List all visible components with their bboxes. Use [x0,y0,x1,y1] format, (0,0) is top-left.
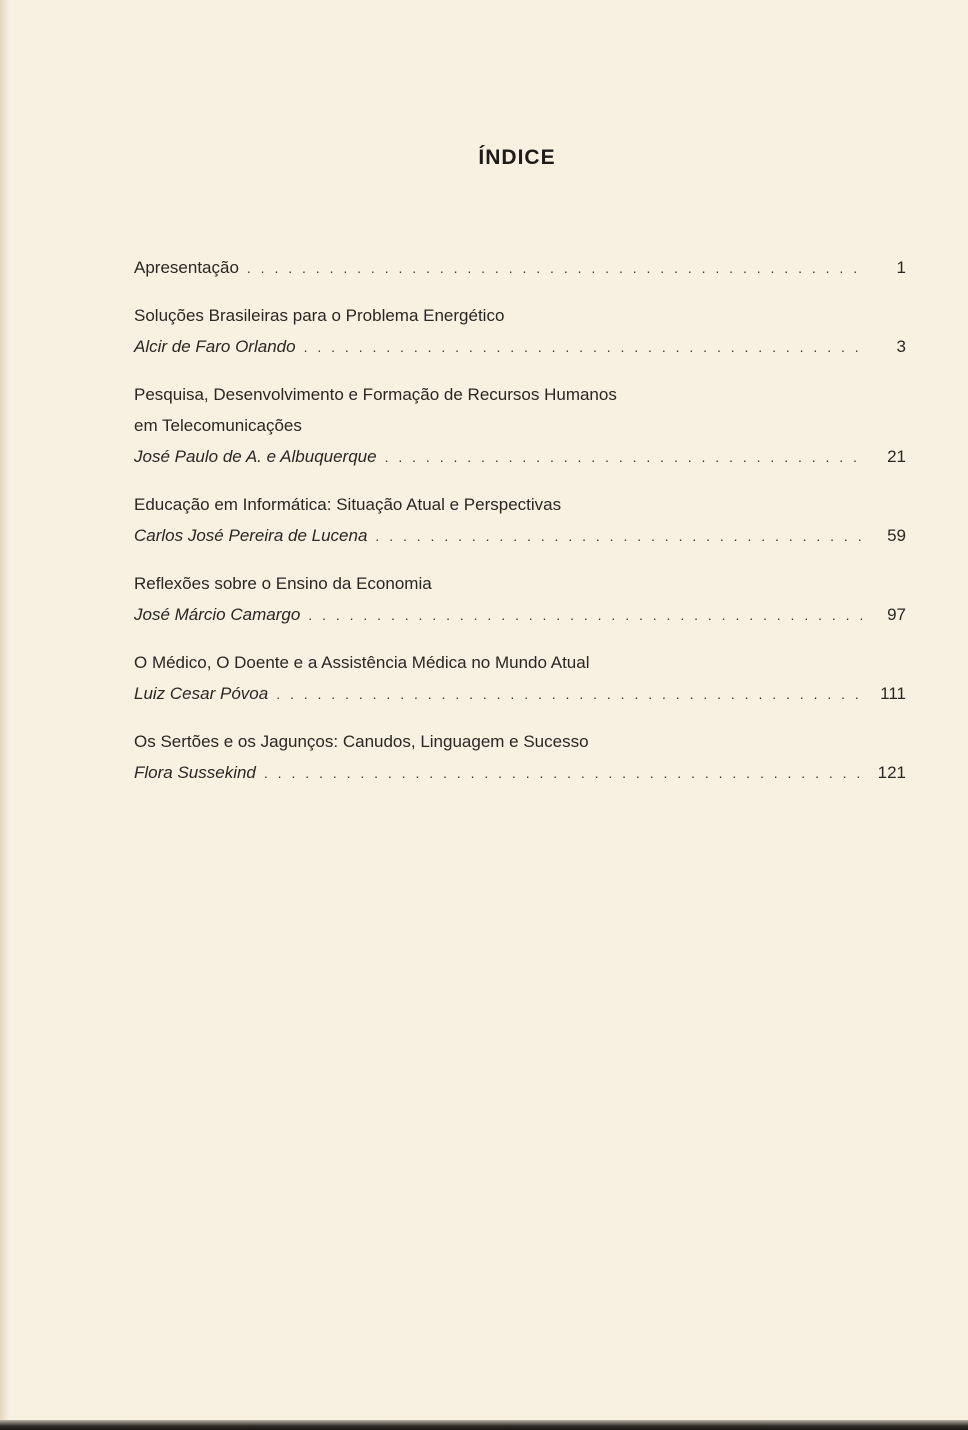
leader-dots [304,332,862,363]
toc-page-number: 3 [896,337,906,356]
toc-entry-author: Alcir de Faro Orlando [134,337,296,356]
leader-dots [385,442,862,473]
toc-page-number: 21 [887,447,906,466]
toc-page-number: 1 [896,258,906,277]
page-left-edge [0,0,10,1430]
table-of-contents [134,252,906,788]
toc-entry-author: José Márcio Camargo [134,605,301,624]
toc-entry-title: Educação em Informática: Situação Atual e Perspectivas [134,495,562,514]
page-bottom-edge [0,1420,968,1430]
toc-entry [134,568,906,630]
toc-entry [134,300,906,362]
toc-entry [134,647,906,709]
toc-entry-title-line1: Pesquisa, Desenvolvimento e Formação de Recursos Humanos [134,385,617,404]
toc-entry-title: Os Sertões e os Jagunços: Canudos, Linguagem e Sucesso [134,732,589,751]
page-title: ÍNDICE [478,146,556,169]
toc-entry-apresentacao [134,252,906,283]
toc-page-number: 59 [887,526,906,545]
leader-dots [247,253,862,284]
toc-page-number: 97 [887,605,906,624]
toc-entry [134,379,906,472]
toc-entry-author: José Paulo de A. e Albuquerque [134,447,377,466]
toc-entry-title: O Médico, O Doente e a Assistência Médica no Mundo Atual [134,653,590,672]
toc-entry-author: Carlos José Pereira de Lucena [134,526,368,545]
toc-entry-title-line2: em Telecomunicações [134,416,302,435]
toc-page-number: 121 [877,763,906,782]
toc-page-number: 111 [880,684,906,703]
toc-entry [134,726,906,788]
toc-entry-author: Flora Sussekind [134,763,256,782]
toc-entry-title: Reflexões sobre o Ensino da Economia [134,574,432,593]
toc-entry-title: Apresentação [134,258,239,277]
toc-entry-title: Soluções Brasileiras para o Problema Energético [134,306,505,325]
leader-dots [308,600,862,631]
leader-dots [375,521,862,552]
leader-dots [264,758,862,789]
leader-dots [276,679,862,710]
toc-entry-author: Luiz Cesar Póvoa [134,684,269,703]
toc-entry [134,489,906,551]
